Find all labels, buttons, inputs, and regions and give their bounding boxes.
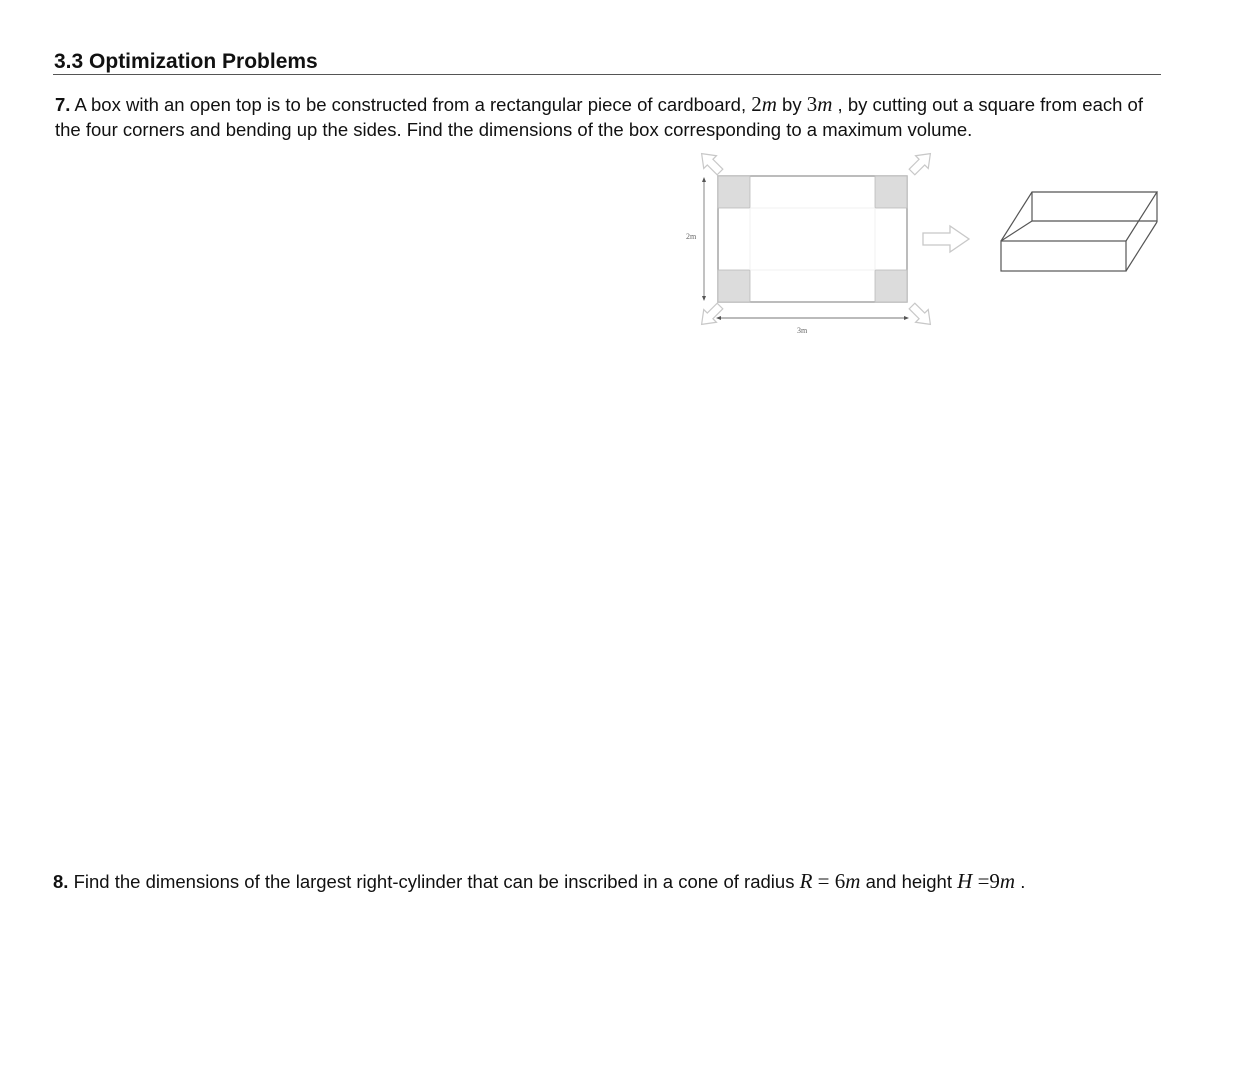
problem-8 [53,869,1203,894]
problem-8-height-number: 9 [989,869,1000,893]
problem-8-radius-variable: R [799,869,813,893]
problem-7-dim-b-unit: m [817,92,833,116]
title-underline [53,74,1161,75]
transform-arrow-icon [923,226,969,252]
problem-8-text-1: Find the dimensions of the largest right-cylinder that can be inscribed in a cone of radius [68,871,800,892]
box-diagram [680,148,1170,340]
problem-7-text-3: , by cutting out a square from each of the four corners and bending up the sides. Find the dimensions of the box corresponding to a maximum volume. [55,94,1143,140]
problem-7-text-1: A box with an open top is to be constructed from a rectangular piece of cardboard, [70,94,752,115]
width-dimension-line [716,316,909,320]
problem-8-text-3: . [1015,871,1026,892]
problem-8-number: 8. [53,871,69,892]
corner-arrow-bottom-right [906,300,937,331]
height-dimension-line [702,177,706,301]
corner-arrow-bottom-left [695,300,726,331]
corner-square-top-right [875,176,907,208]
problem-8-height [957,869,1015,893]
corner-square-bottom-left [718,270,750,302]
box-diagram-svg [680,148,1170,340]
corner-arrow-top-left [695,148,726,178]
problem-8-height-unit: m [999,869,1016,893]
problem-7-dim-b-number: 3 [806,92,818,116]
problem-8-height-variable: H [957,869,973,893]
problem-8-radius [800,869,861,893]
problem-8-radius-unit: m [845,869,861,893]
problem-7-text-2: by [776,94,807,115]
problem-7 [55,92,1165,142]
problem-8-radius-number: 6 [834,869,846,893]
problem-8-text-2: and height [860,871,958,892]
corner-square-top-left [718,176,750,208]
corner-square-bottom-right [875,270,907,302]
problem-8-radius-equals: = [812,869,835,893]
problem-7-dim-b [807,92,833,116]
problem-7-dim-a-unit: m [761,92,777,116]
open-box-illustration [1001,192,1157,271]
width-label: 3m [797,326,808,335]
section-title: 3.3 Optimization Problems [54,50,318,73]
problem-7-number: 7. [55,94,71,115]
problem-8-height-equals: = [972,869,990,893]
problem-7-dim-a-number: 2 [751,92,762,116]
problem-7-dim-a [751,92,777,116]
height-label: 2m [686,232,697,241]
corner-arrow-top-right [906,148,937,178]
